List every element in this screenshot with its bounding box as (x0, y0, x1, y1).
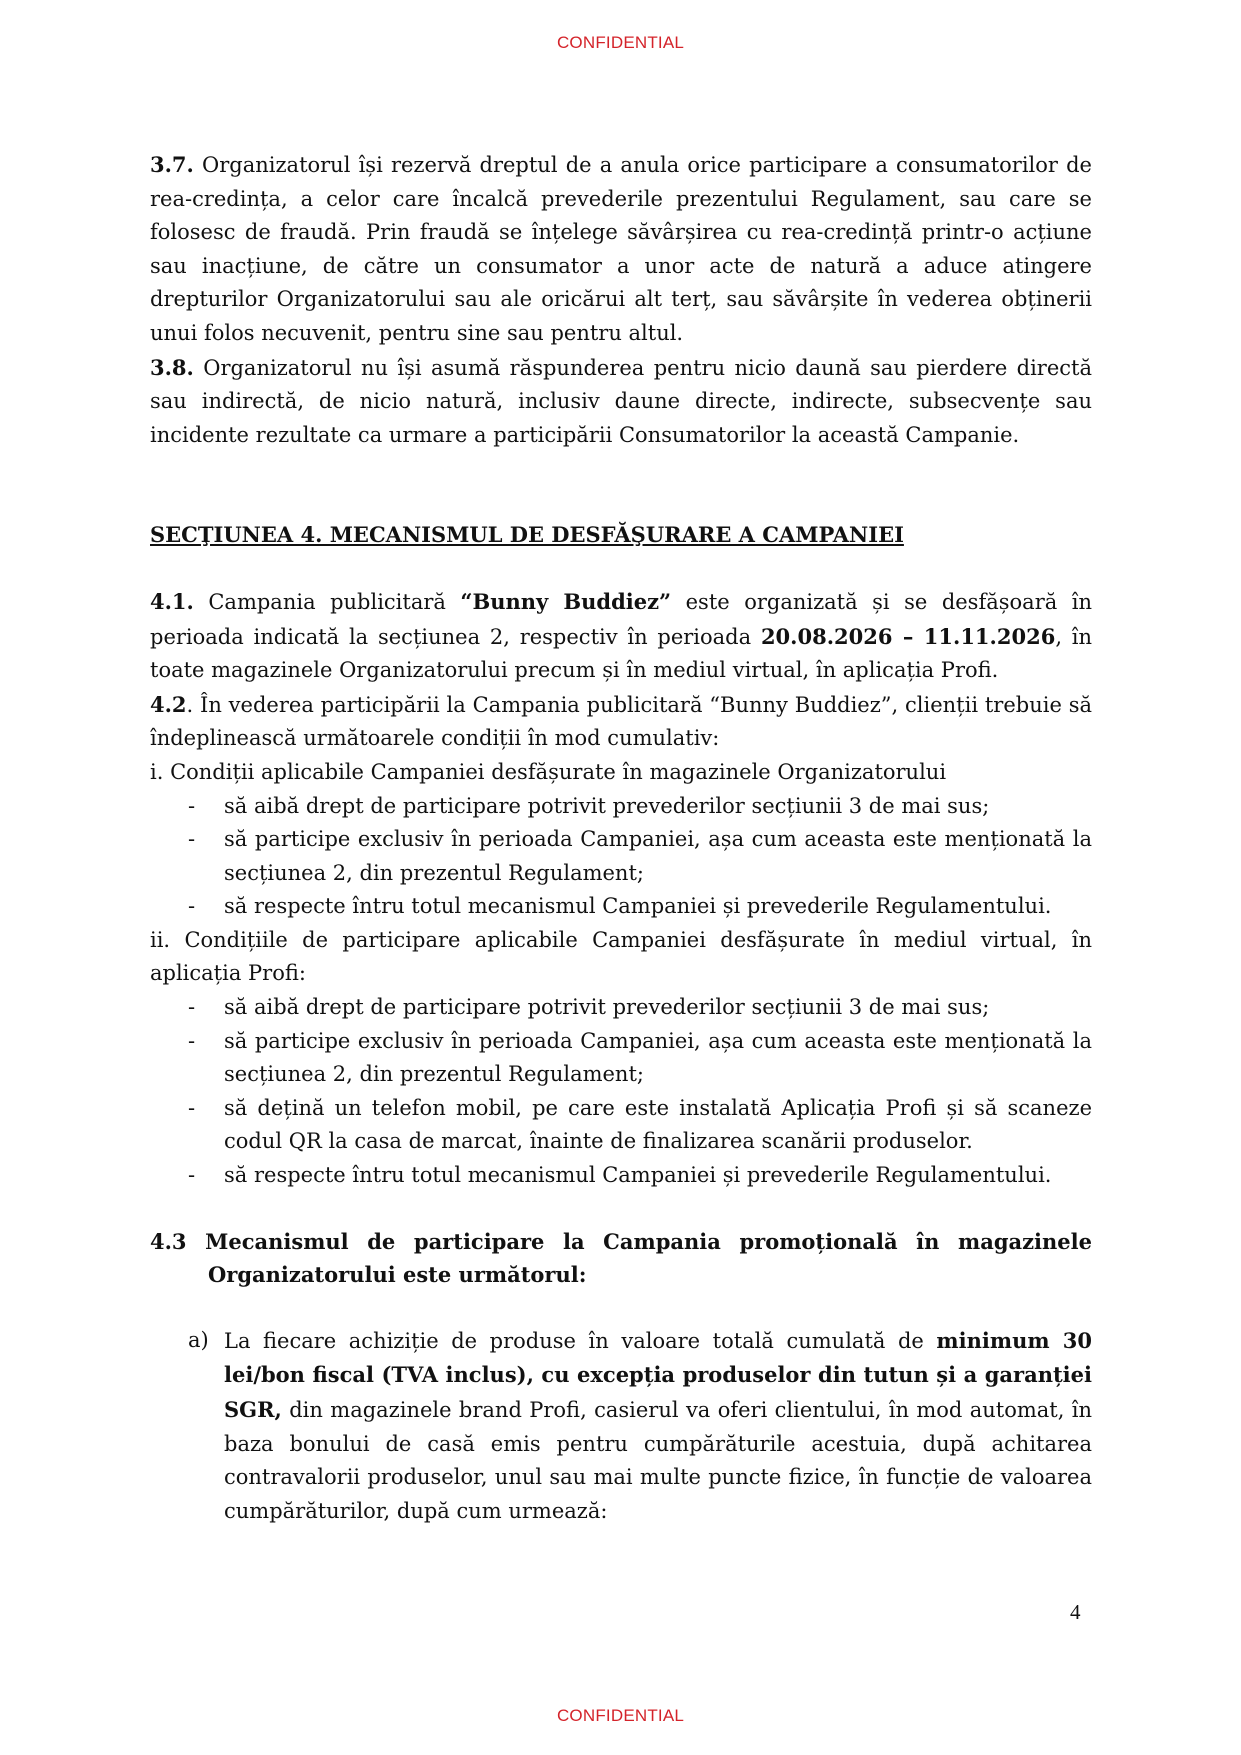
confidential-footer: CONFIDENTIAL (556, 1706, 685, 1725)
paragraph-4-2 (150, 688, 1092, 756)
paragraph-4-1 (150, 585, 1092, 688)
list-marker: a) (188, 1327, 209, 1352)
section-4-heading: SECŢIUNEA 4. MECANISMUL DE DESFĂŞURARE A CAMPANIEI (150, 522, 904, 548)
paragraph-text: La fiecare achiziție de produse în valoare totală cumulată de (224, 1328, 937, 1353)
paragraph-3-7 (150, 148, 1092, 351)
paragraph-text: este organizată și se desfășoară în perioada indicată la secțiunea 2, respectiv în perioada (150, 589, 1092, 649)
minimum-value-condition: minimum 30 lei/bon fiscal (TVA inclus), cu excepția produselor din tutun și a garanției SGR, (224, 1327, 1093, 1422)
page-content (150, 148, 1092, 1528)
conditions-store-title: i. Condiții aplicabile Campaniei desfășurate în magazinele Organizatorului (150, 759, 947, 784)
paragraph-number: 4.2 (150, 691, 187, 717)
list-item: - să participe exclusiv în perioada Campaniei, așa cum aceasta este menționată la secțiunea 2, din prezentul Regulament; (150, 823, 1092, 890)
paragraph-text: Campania publicitară (193, 589, 461, 614)
page-number: 4 (1070, 1600, 1081, 1624)
paragraph-text: Organizatorul nu își asumă răspunderea pentru nicio daună sau pierdere directă sau indirectă, de nicio natură, inclusiv daune directe, indirecte, subsecvențe sau incidente rezultate ca urmare a participării Consumatorilor la această Campanie. (150, 355, 1092, 447)
paragraph-text: , în toate magazinele Organizatorului precum și în mediul virtual, în aplicația Profi. (150, 624, 1093, 683)
list-item: - să aibă drept de participare potrivit prevederilor secțiunii 3 de mai sus; (150, 991, 1092, 1025)
list-item-a (150, 1324, 1092, 1529)
list-item: - să participe exclusiv în perioada Campaniei, așa cum aceasta este menționată la secțiunea 2, din prezentul Regulament; (150, 1025, 1092, 1092)
list-item: - să respecte întru totul mecanismul Campaniei și prevederile Regulamentului. (150, 890, 1092, 924)
paragraph-number: 3.7. (150, 152, 194, 177)
paragraph-text: din magazinele brand Profi, casierul va oferi clientului, în mod automat, în baza bonului de casă emis pentru cumpărăturile acestuia, după achitarea contravalorii produselor, unul sau mai multe puncte fizice, în funcție de valoarea cumpărăturilor, după cum urmează: (224, 1398, 1092, 1523)
paragraph-number: 3.8. (150, 354, 194, 380)
paragraph-number: 4.1. (150, 588, 194, 614)
paragraph-text: Organizatorul își rezervă dreptul de a anula orice participare a consumatorilor de rea-credința, a celor care încalcă prevederile prezentului Regulament, sau care se folosesc de fraudă. Prin fraudă se înțelege săvârșirea cu rea-credință printr-o acțiune sau inacțiune, de către un consumator a unor acte de natură a aduce atingere drepturilor Organizatorului sau ale oricărui alt terț, sau săvârșite în vederea obținerii unui folos necuvenit, pentru sine sau pentru altul. (150, 153, 1092, 345)
confidential-header: CONFIDENTIAL (556, 33, 685, 52)
campaign-name: “Bunny Buddiez” (460, 588, 672, 614)
subsection-4-3-heading: 4.3 Mecanismul de participare la Campania promoțională în magazinele Organizatorului este următorul: (150, 1228, 1092, 1288)
campaign-period: 20.08.2026 – 11.11.2026 (760, 623, 1056, 649)
conditions-virtual-title: ii. Condițiile de participare aplicabile Campaniei desfășurate în mediul virtual, în aplicația Profi: (150, 927, 1092, 986)
paragraph-3-8 (150, 351, 1092, 453)
list-item: - să aibă drept de participare potrivit prevederilor secțiunii 3 de mai sus; (150, 790, 1092, 824)
list-item: - să respecte întru totul mecanismul Campaniei și prevederile Regulamentului. (150, 1159, 1092, 1193)
paragraph-text: . În vederea participării la Campania publicitară “Bunny Buddiez”, clienții trebuie să îndeplinească următoarele condiții în mod cumulativ: (150, 692, 1092, 751)
list-item: - să dețină un telefon mobil, pe care este instalată Aplicația Profi și să scaneze codul QR la casa de marcat, înainte de finalizarea scanării produselor. (150, 1092, 1092, 1159)
